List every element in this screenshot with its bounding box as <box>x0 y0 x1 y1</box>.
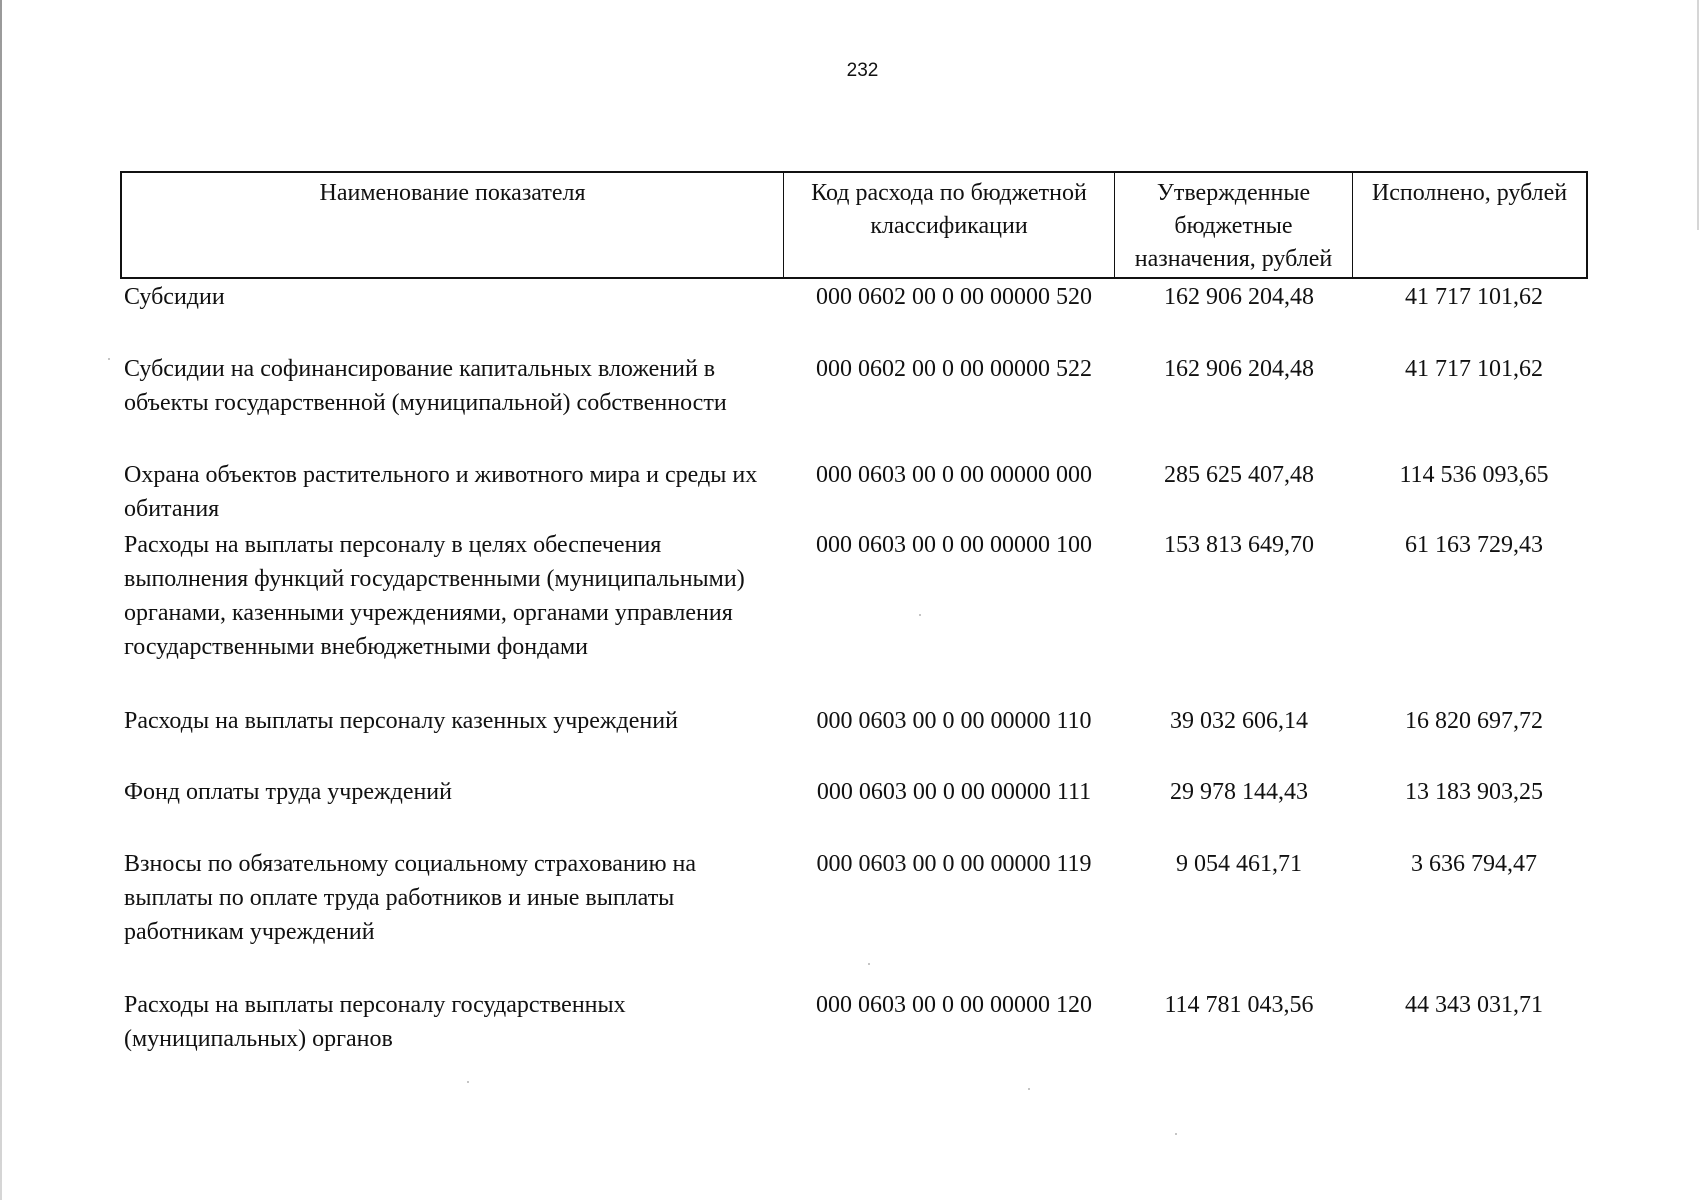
row-code: 000 0603 00 0 00 00000 111 <box>816 779 1092 805</box>
row-name: Взносы по обязательному социальному страхованию на выплаты по оплате труда работников и иные выплаты работникам учреждений <box>124 851 697 945</box>
scan-speck <box>919 614 921 616</box>
row-approved: 9 054 461,71 <box>1176 851 1302 877</box>
row-approved: 114 781 043,56 <box>1164 992 1314 1018</box>
row-name: Расходы на выплаты персоналу казенных учреждений <box>124 708 678 734</box>
row-approved: 29 978 144,43 <box>1170 779 1308 805</box>
row-executed: 3 636 794,47 <box>1411 851 1537 877</box>
scan-speck <box>467 1081 469 1083</box>
row-executed: 61 163 729,43 <box>1405 532 1543 558</box>
row-approved: 153 813 649,70 <box>1164 532 1314 558</box>
row-approved: 162 906 204,48 <box>1164 356 1314 382</box>
row-executed: 114 536 093,65 <box>1399 462 1549 488</box>
row-code: 000 0603 00 0 00 00000 110 <box>816 708 1092 734</box>
table-row <box>124 988 1590 1056</box>
row-name: Фонд оплаты труда учреждений <box>124 779 452 805</box>
table-row <box>124 528 1590 664</box>
header-approved: Утвержденные бюджетные назначения, рублей <box>1114 173 1352 277</box>
row-name: Субсидии <box>124 284 225 310</box>
row-executed: 44 343 031,71 <box>1405 992 1543 1018</box>
scan-edge-right <box>1697 0 1699 230</box>
row-approved: 162 906 204,48 <box>1164 284 1314 310</box>
header-code: Код расхода по бюджетной классификации <box>783 173 1114 277</box>
header-executed: Исполнено, рублей <box>1352 173 1586 277</box>
table-row <box>124 847 1590 949</box>
table-row <box>124 352 1590 420</box>
row-name: Расходы на выплаты персоналу государственных (муниципальных) органов <box>124 992 626 1052</box>
row-code: 000 0603 00 0 00 00000 119 <box>816 851 1092 877</box>
row-name: Охрана объектов растительного и животного мира и среды их обитания <box>124 462 758 522</box>
table-header <box>120 171 1588 279</box>
table-row <box>124 704 1590 738</box>
row-executed: 13 183 903,25 <box>1405 779 1543 805</box>
scan-speck <box>868 963 870 965</box>
table-row <box>124 280 1590 314</box>
row-executed: 41 717 101,62 <box>1405 284 1543 310</box>
row-code: 000 0603 00 0 00 00000 000 <box>816 462 1092 488</box>
row-approved: 39 032 606,14 <box>1170 708 1308 734</box>
table-row <box>124 458 1590 526</box>
scan-speck <box>1028 1088 1030 1090</box>
row-name: Субсидии на софинансирование капитальных вложений в объекты государственной (муниципальной) собственности <box>124 356 727 416</box>
table-row <box>124 775 1590 809</box>
scan-edge-left <box>0 0 2 1200</box>
row-code: 000 0602 00 0 00 00000 520 <box>816 284 1092 310</box>
scan-speck <box>108 358 110 360</box>
row-approved: 285 625 407,48 <box>1164 462 1314 488</box>
row-executed: 16 820 697,72 <box>1405 708 1543 734</box>
row-name: Расходы на выплаты персоналу в целях обеспечения выполнения функций государственными (муниципальными) органами, казенными учреждениями, органами управления государственными внебюджетными фондами <box>124 532 745 660</box>
scan-speck <box>1175 1133 1177 1135</box>
row-code: 000 0602 00 0 00 00000 522 <box>816 356 1092 382</box>
row-executed: 41 717 101,62 <box>1405 356 1543 382</box>
page-number: 232 <box>846 60 879 81</box>
row-code: 000 0603 00 0 00 00000 100 <box>816 532 1092 558</box>
row-code: 000 0603 00 0 00 00000 120 <box>816 992 1092 1018</box>
header-name: Наименование показателя <box>319 180 586 206</box>
